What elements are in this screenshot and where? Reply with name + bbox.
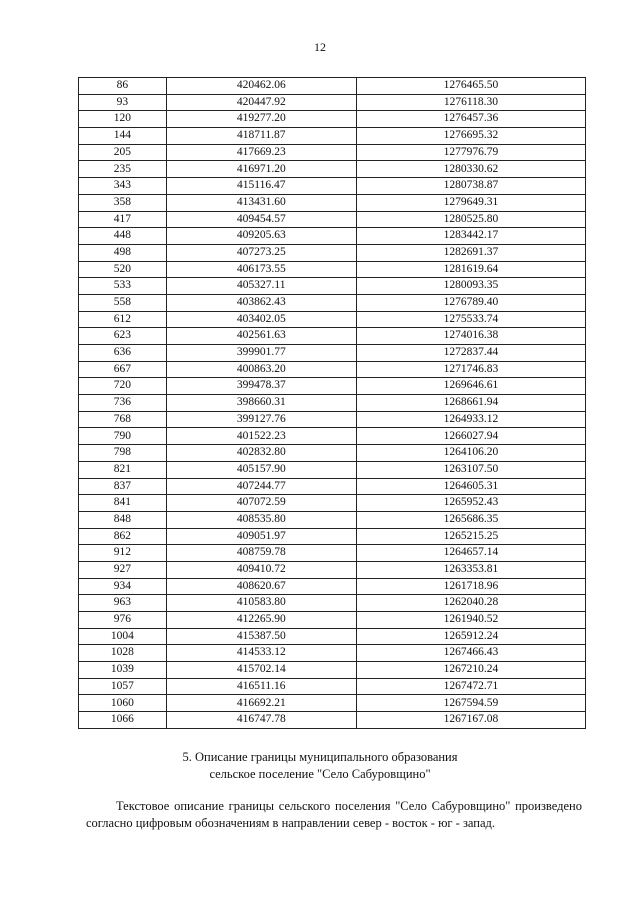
table-row xyxy=(79,78,586,95)
point-number-cell: 841 xyxy=(79,495,167,512)
x-coordinate-cell: 414533.12 xyxy=(166,645,356,662)
y-coordinate-cell: 1282691.37 xyxy=(356,244,585,261)
x-coordinate-cell: 409205.63 xyxy=(166,228,356,245)
point-number-cell: 144 xyxy=(79,128,167,145)
point-number-cell: 1004 xyxy=(79,628,167,645)
point-number-cell: 558 xyxy=(79,294,167,311)
y-coordinate-cell: 1261940.52 xyxy=(356,612,585,629)
table-row xyxy=(79,478,586,495)
y-coordinate-cell: 1265686.35 xyxy=(356,511,585,528)
x-coordinate-cell: 405327.11 xyxy=(166,278,356,295)
table-row xyxy=(79,211,586,228)
table-row xyxy=(79,378,586,395)
point-number-cell: 667 xyxy=(79,361,167,378)
point-number-cell: 448 xyxy=(79,228,167,245)
y-coordinate-cell: 1267167.08 xyxy=(356,712,585,729)
y-coordinate-cell: 1266027.94 xyxy=(356,428,585,445)
table-row xyxy=(79,345,586,362)
table-row xyxy=(79,194,586,211)
y-coordinate-cell: 1276465.50 xyxy=(356,78,585,95)
table-row xyxy=(79,712,586,729)
x-coordinate-cell: 399478.37 xyxy=(166,378,356,395)
point-number-cell: 1028 xyxy=(79,645,167,662)
y-coordinate-cell: 1267594.59 xyxy=(356,695,585,712)
point-number-cell: 205 xyxy=(79,144,167,161)
x-coordinate-cell: 405157.90 xyxy=(166,461,356,478)
x-coordinate-cell: 398660.31 xyxy=(166,395,356,412)
point-number-cell: 235 xyxy=(79,161,167,178)
point-number-cell: 798 xyxy=(79,445,167,462)
x-coordinate-cell: 416747.78 xyxy=(166,712,356,729)
x-coordinate-cell: 400863.20 xyxy=(166,361,356,378)
x-coordinate-cell: 419277.20 xyxy=(166,111,356,128)
y-coordinate-cell: 1280093.35 xyxy=(356,278,585,295)
table-row xyxy=(79,528,586,545)
y-coordinate-cell: 1272837.44 xyxy=(356,345,585,362)
x-coordinate-cell: 402832.80 xyxy=(166,445,356,462)
table-row xyxy=(79,395,586,412)
point-number-cell: 862 xyxy=(79,528,167,545)
table-row xyxy=(79,545,586,562)
table-row xyxy=(79,128,586,145)
point-number-cell: 976 xyxy=(79,612,167,629)
y-coordinate-cell: 1264657.14 xyxy=(356,545,585,562)
point-number-cell: 720 xyxy=(79,378,167,395)
table-row xyxy=(79,645,586,662)
x-coordinate-cell: 401522.23 xyxy=(166,428,356,445)
point-number-cell: 520 xyxy=(79,261,167,278)
table-row xyxy=(79,445,586,462)
y-coordinate-cell: 1265912.24 xyxy=(356,628,585,645)
point-number-cell: 343 xyxy=(79,178,167,195)
y-coordinate-cell: 1262040.28 xyxy=(356,595,585,612)
y-coordinate-cell: 1275533.74 xyxy=(356,311,585,328)
section-heading-line-1: 5. Описание границы муниципального образования xyxy=(182,750,458,764)
point-number-cell: 1060 xyxy=(79,695,167,712)
point-number-cell: 912 xyxy=(79,545,167,562)
table-row xyxy=(79,228,586,245)
y-coordinate-cell: 1264106.20 xyxy=(356,445,585,462)
table-row xyxy=(79,461,586,478)
section-heading xyxy=(0,749,640,783)
point-number-cell: 821 xyxy=(79,461,167,478)
y-coordinate-cell: 1264605.31 xyxy=(356,478,585,495)
table-row xyxy=(79,361,586,378)
point-number-cell: 358 xyxy=(79,194,167,211)
y-coordinate-cell: 1263353.81 xyxy=(356,561,585,578)
table-row xyxy=(79,662,586,679)
page-number: 12 xyxy=(314,40,326,54)
x-coordinate-cell: 415116.47 xyxy=(166,178,356,195)
x-coordinate-cell: 408759.78 xyxy=(166,545,356,562)
table-row xyxy=(79,678,586,695)
x-coordinate-cell: 403862.43 xyxy=(166,294,356,311)
x-coordinate-cell: 415702.14 xyxy=(166,662,356,679)
x-coordinate-cell: 403402.05 xyxy=(166,311,356,328)
point-number-cell: 623 xyxy=(79,328,167,345)
table-row xyxy=(79,328,586,345)
x-coordinate-cell: 408620.67 xyxy=(166,578,356,595)
table-row xyxy=(79,178,586,195)
y-coordinate-cell: 1271746.83 xyxy=(356,361,585,378)
y-coordinate-cell: 1277976.79 xyxy=(356,144,585,161)
point-number-cell: 1057 xyxy=(79,678,167,695)
x-coordinate-cell: 412265.90 xyxy=(166,612,356,629)
point-number-cell: 612 xyxy=(79,311,167,328)
table-row xyxy=(79,428,586,445)
y-coordinate-cell: 1267472.71 xyxy=(356,678,585,695)
y-coordinate-cell: 1280525.80 xyxy=(356,211,585,228)
y-coordinate-cell: 1274016.38 xyxy=(356,328,585,345)
table-row xyxy=(79,495,586,512)
table-row xyxy=(79,695,586,712)
x-coordinate-cell: 399901.77 xyxy=(166,345,356,362)
point-number-cell: 927 xyxy=(79,561,167,578)
point-number-cell: 93 xyxy=(79,94,167,111)
y-coordinate-cell: 1269646.61 xyxy=(356,378,585,395)
table-row xyxy=(79,561,586,578)
table-row xyxy=(79,595,586,612)
y-coordinate-cell: 1267210.24 xyxy=(356,662,585,679)
point-number-cell: 636 xyxy=(79,345,167,362)
point-number-cell: 934 xyxy=(79,578,167,595)
x-coordinate-cell: 406173.55 xyxy=(166,261,356,278)
y-coordinate-cell: 1276695.32 xyxy=(356,128,585,145)
table-row xyxy=(79,294,586,311)
y-coordinate-cell: 1280330.62 xyxy=(356,161,585,178)
x-coordinate-cell: 409410.72 xyxy=(166,561,356,578)
x-coordinate-cell: 416511.16 xyxy=(166,678,356,695)
x-coordinate-cell: 410583.80 xyxy=(166,595,356,612)
x-coordinate-cell: 407072.59 xyxy=(166,495,356,512)
x-coordinate-cell: 413431.60 xyxy=(166,194,356,211)
y-coordinate-cell: 1261718.96 xyxy=(356,578,585,595)
point-number-cell: 1039 xyxy=(79,662,167,679)
point-number-cell: 1066 xyxy=(79,712,167,729)
y-coordinate-cell: 1268661.94 xyxy=(356,395,585,412)
table-row xyxy=(79,411,586,428)
point-number-cell: 533 xyxy=(79,278,167,295)
point-number-cell: 498 xyxy=(79,244,167,261)
point-number-cell: 120 xyxy=(79,111,167,128)
table-row xyxy=(79,244,586,261)
point-number-cell: 736 xyxy=(79,395,167,412)
table-row xyxy=(79,94,586,111)
table-row xyxy=(79,111,586,128)
x-coordinate-cell: 420447.92 xyxy=(166,94,356,111)
coordinates-table-body xyxy=(79,78,586,729)
y-coordinate-cell: 1265215.25 xyxy=(356,528,585,545)
table-row xyxy=(79,612,586,629)
point-number-cell: 848 xyxy=(79,511,167,528)
table-row xyxy=(79,144,586,161)
table-row xyxy=(79,311,586,328)
point-number-cell: 417 xyxy=(79,211,167,228)
table-row xyxy=(79,511,586,528)
table-row xyxy=(79,161,586,178)
y-coordinate-cell: 1265952.43 xyxy=(356,495,585,512)
x-coordinate-cell: 402561.63 xyxy=(166,328,356,345)
y-coordinate-cell: 1263107.50 xyxy=(356,461,585,478)
y-coordinate-cell: 1276789.40 xyxy=(356,294,585,311)
point-number-cell: 837 xyxy=(79,478,167,495)
x-coordinate-cell: 418711.87 xyxy=(166,128,356,145)
point-number-cell: 963 xyxy=(79,595,167,612)
x-coordinate-cell: 417669.23 xyxy=(166,144,356,161)
table-row xyxy=(79,261,586,278)
table-row xyxy=(79,578,586,595)
table-row xyxy=(79,278,586,295)
y-coordinate-cell: 1281619.64 xyxy=(356,261,585,278)
y-coordinate-cell: 1283442.17 xyxy=(356,228,585,245)
y-coordinate-cell: 1280738.87 xyxy=(356,178,585,195)
x-coordinate-cell: 407244.77 xyxy=(166,478,356,495)
x-coordinate-cell: 416692.21 xyxy=(166,695,356,712)
x-coordinate-cell: 409051.97 xyxy=(166,528,356,545)
y-coordinate-cell: 1279649.31 xyxy=(356,194,585,211)
x-coordinate-cell: 409454.57 xyxy=(166,211,356,228)
table-row xyxy=(79,628,586,645)
point-number-cell: 790 xyxy=(79,428,167,445)
point-number-cell: 768 xyxy=(79,411,167,428)
y-coordinate-cell: 1267466.43 xyxy=(356,645,585,662)
x-coordinate-cell: 408535.80 xyxy=(166,511,356,528)
coordinates-table xyxy=(78,77,586,729)
y-coordinate-cell: 1276118.30 xyxy=(356,94,585,111)
x-coordinate-cell: 416971.20 xyxy=(166,161,356,178)
x-coordinate-cell: 415387.50 xyxy=(166,628,356,645)
x-coordinate-cell: 399127.76 xyxy=(166,411,356,428)
section-heading-line-2: сельское поселение "Село Сабуровщино" xyxy=(209,767,431,781)
point-number-cell: 86 xyxy=(79,78,167,95)
y-coordinate-cell: 1264933.12 xyxy=(356,411,585,428)
x-coordinate-cell: 407273.25 xyxy=(166,244,356,261)
y-coordinate-cell: 1276457.36 xyxy=(356,111,585,128)
x-coordinate-cell: 420462.06 xyxy=(166,78,356,95)
section-description: Текстовое описание границы сельского поселения "Село Сабуровщино" произведено согласно цифровым обозначениям в направлении север - восток - юг - запад. xyxy=(86,799,582,830)
